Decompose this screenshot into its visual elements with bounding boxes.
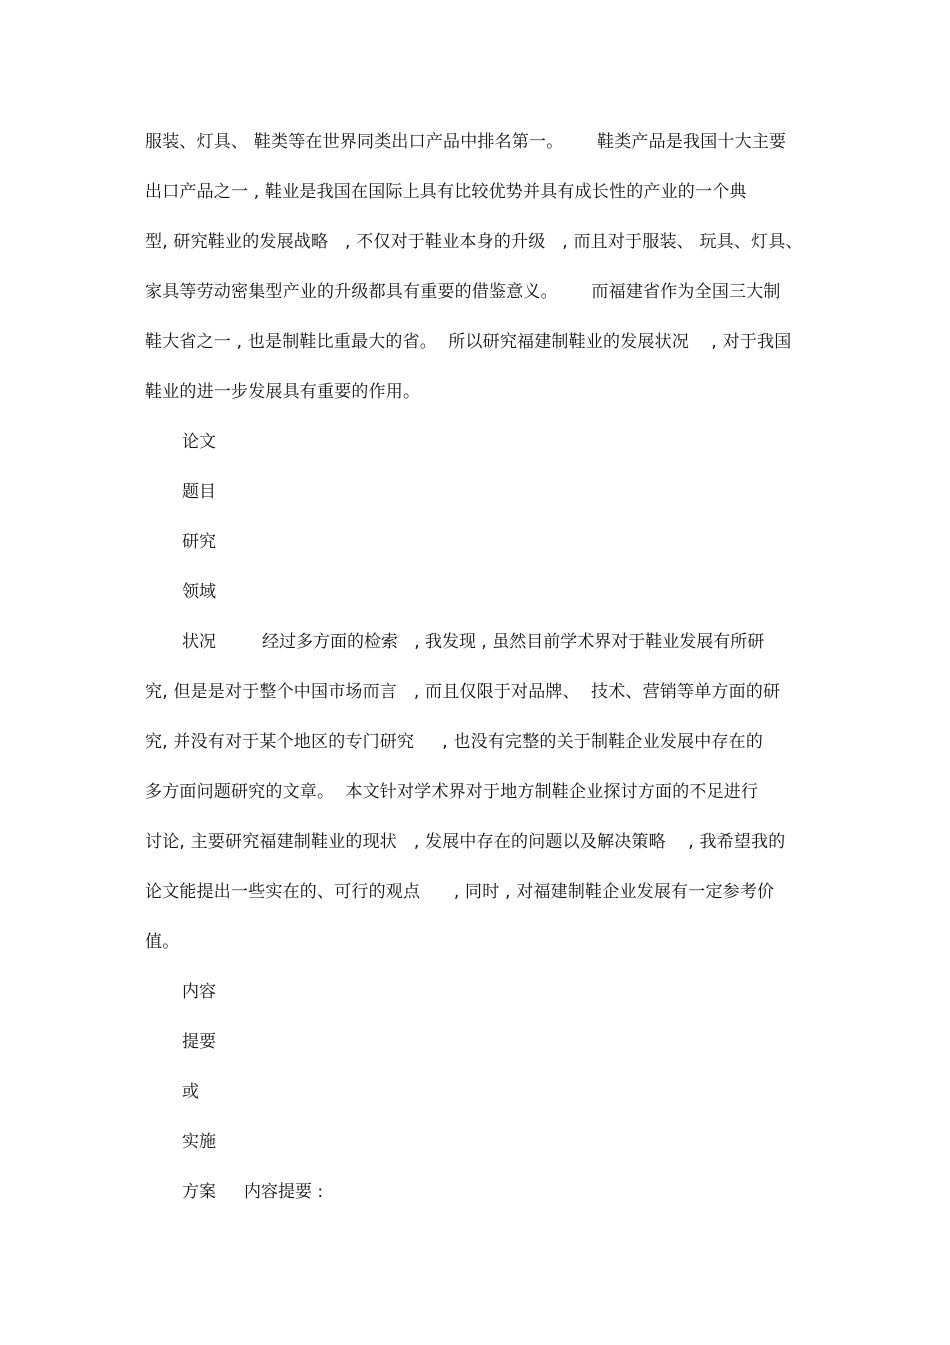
paragraph1-line-4: 家具等劳动密集型产业的升级都具有重要的借鉴意义。 而福建省作为全国三大制 bbox=[145, 282, 781, 302]
label-zhuangkuang: 状况 bbox=[182, 632, 216, 652]
label-neirong: 内容 bbox=[182, 982, 216, 1002]
paragraph2-line-7: 值。 bbox=[145, 932, 180, 952]
label-lingyu: 领域 bbox=[182, 582, 216, 602]
label-lunwen: 论文 bbox=[182, 432, 216, 452]
label-yanjiu: 研究 bbox=[182, 532, 216, 552]
content-summary-heading: 内容提要 : bbox=[244, 1182, 324, 1202]
label-tiyao: 提要 bbox=[182, 1032, 216, 1052]
paragraph2-line-3: 究, 并没有对于某个地区的专门研究 , 也没有完整的关于制鞋企业发展中存在的 bbox=[145, 732, 764, 752]
label-timu: 题目 bbox=[182, 482, 216, 502]
paragraph1-line-6: 鞋业的进一步发展具有重要的作用。 bbox=[145, 382, 421, 402]
paragraph1-line-1: 服装、灯具、 鞋类等在世界同类出口产品中排名第一。 鞋类产品是我国十大主要 bbox=[145, 132, 787, 152]
paragraph2-line-6: 论文能提出一些实在的、可行的观点 , 同时 , 对福建制鞋企业发展有一定参考价 bbox=[145, 882, 775, 902]
paragraph2-line-2: 究, 但是是对于整个中国市场而言 , 而且仅限于对品牌、 技术、营销等单方面的研 bbox=[145, 682, 781, 702]
label-fangan: 方案 bbox=[182, 1182, 216, 1202]
paragraph2-line-4: 多方面问题研究的文章。 本文针对学术界对于地方制鞋企业探讨方面的不足进行 bbox=[145, 782, 759, 802]
paragraph1-line-3: 型, 研究鞋业的发展战略 , 不仅对于鞋业本身的升级 , 而且对于服装、 玩具、灯具、 bbox=[145, 232, 803, 252]
paragraph2-line-5: 讨论, 主要研究福建制鞋业的现状 , 发展中存在的问题以及解决策略 , 我希望我的 bbox=[145, 832, 786, 852]
paragraph1-line-5: 鞋大省之一 , 也是制鞋比重最大的省。 所以研究福建制鞋业的发展状况 , 对于我国 bbox=[145, 332, 792, 352]
paragraph1-line-2: 出口产品之一 , 鞋业是我国在国际上具有比较优势并具有成长性的产业的一个典 bbox=[145, 182, 747, 202]
label-shishi: 实施 bbox=[182, 1132, 216, 1152]
label-huo: 或 bbox=[182, 1082, 199, 1102]
paragraph2-first-line: 经过多方面的检索 , 我发现 , 虽然目前学术界对于鞋业发展有所研 bbox=[262, 632, 765, 652]
